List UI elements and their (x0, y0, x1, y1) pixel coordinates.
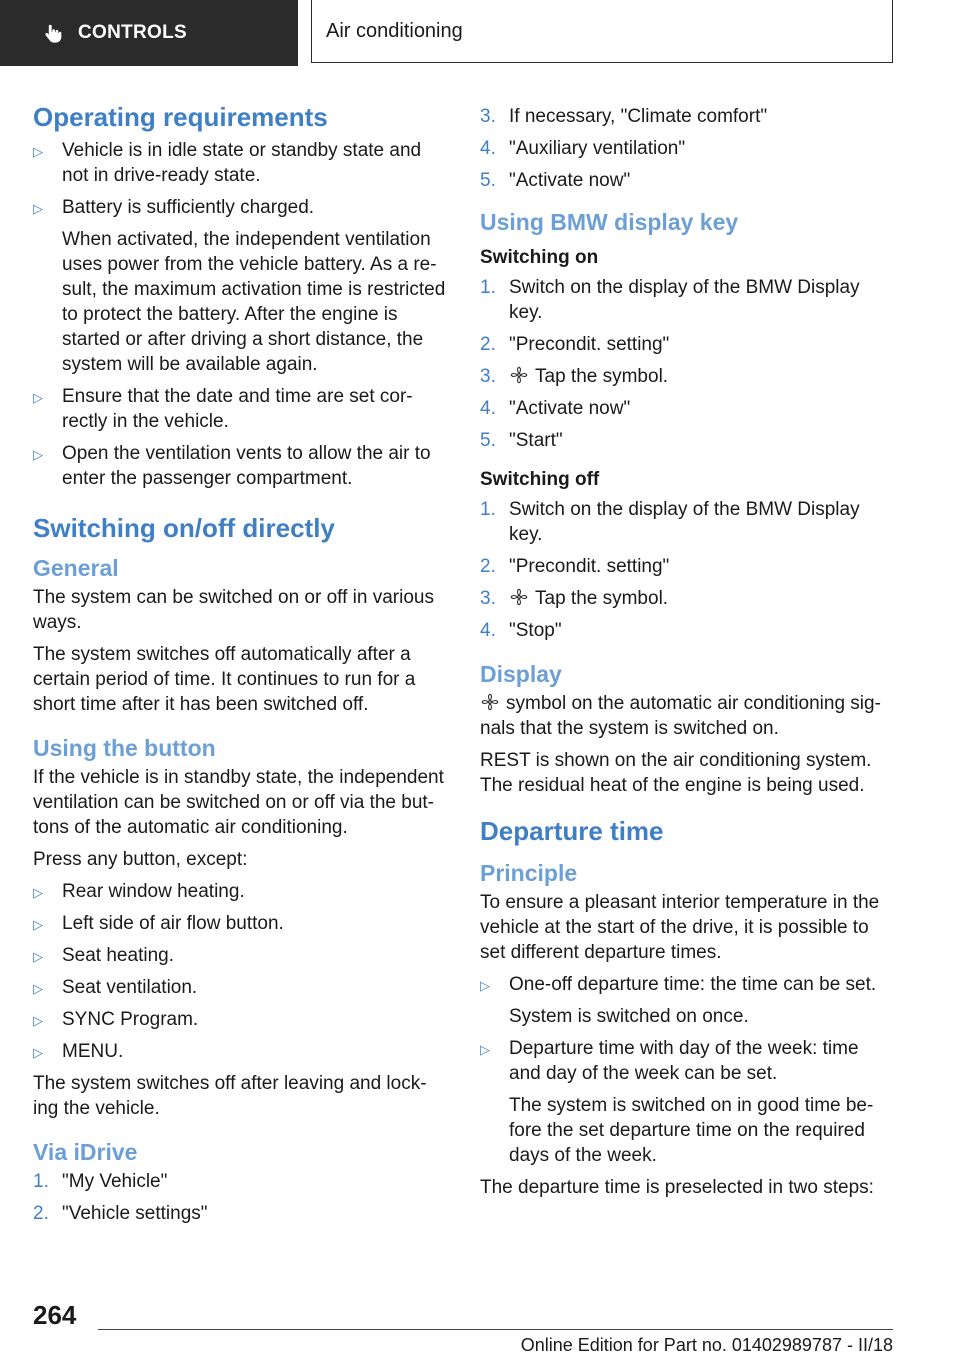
list-item: 5. "Activate now" (480, 170, 631, 191)
triangle-bullet-icon: ▷ (480, 1042, 490, 1057)
heading-using-display-key: Using BMW display key (480, 209, 739, 235)
fan-icon (509, 587, 529, 607)
heading-switching-on-off: Switching on/off directly (33, 513, 335, 543)
list-item: 5. "Start" (480, 430, 563, 451)
heading-operating-requirements: Operating requirements (33, 102, 328, 132)
step-number: 3. (480, 366, 496, 387)
idrive-steps-continued-list (480, 104, 892, 193)
step-number: 2. (480, 334, 496, 355)
list-item: 2. "Precondit. setting" (480, 556, 670, 577)
triangle-bullet-icon: ▷ (33, 201, 43, 216)
heading-principle: Principle (480, 860, 578, 886)
list-item: ▷ Rear window heating. (33, 879, 451, 904)
list-item: 1. Switch on the display of the BMW Display key. (480, 499, 860, 545)
list-item: ▷ Left side of air flow button. (33, 911, 451, 936)
fan-icon (509, 365, 529, 385)
page-number: 264 (33, 1300, 77, 1330)
list-item-detail: System is switched on once. (509, 1006, 749, 1027)
list-item-detail: When activated, the independent ventilation uses power from the vehicle battery. As a re‐ sult, the maximum activation time is restricted to protect the battery. After the engine is started or after driving a short distance, the system will be available again. (62, 229, 446, 375)
paragraph: The system can be switched on or off in various ways. (33, 587, 434, 633)
list-item: ▷ MENU. (33, 1039, 451, 1064)
list-item: 1. "My Vehicle" (33, 1171, 168, 1192)
idrive-steps-list (33, 1169, 451, 1226)
footer-divider (98, 1329, 893, 1330)
step-number: 1. (480, 499, 496, 520)
hand-pointer-icon (42, 22, 64, 44)
list-item: 4. "Auxiliary ventilation" (480, 138, 686, 159)
section-label: CONTROLS (78, 22, 188, 43)
triangle-bullet-icon: ▷ (480, 978, 490, 993)
paragraph: REST is shown on the air conditioning system. The residual heat of the engine is being used. (480, 750, 872, 796)
step-number: 3. (480, 588, 496, 609)
triangle-bullet-icon: ▷ (33, 144, 43, 159)
paragraph: To ensure a pleasant interior temperature in the vehicle at the start of the drive, it is possible to set different departure times. (480, 892, 880, 963)
list-item-detail: The system is switched on in good time be‐ fore the set departure time on the required days of the week. (509, 1095, 874, 1166)
heading-general: General (33, 555, 119, 581)
list-item: ▷ Vehicle is in idle state or standby state and not in drive-ready state. (33, 140, 422, 186)
fan-icon (480, 692, 500, 712)
list-item: ▷ Seat heating. (33, 943, 451, 968)
operating-requirements-list (33, 138, 451, 491)
triangle-bullet-icon: ▷ (33, 949, 43, 964)
list-item: ▷ Ensure that the date and time are set cor‐ rectly in the vehicle. (33, 386, 413, 432)
triangle-bullet-icon: ▷ (33, 1045, 43, 1060)
list-item: 2. "Precondit. setting" (480, 334, 670, 355)
paragraph: The system switches off after leaving and lock‐ ing the vehicle. (33, 1073, 427, 1119)
switching-on-steps-list (480, 275, 892, 453)
step-number: 3. (480, 106, 496, 127)
list-item: 4. "Activate now" (480, 398, 631, 419)
heading-switching-on: Switching on (480, 247, 599, 268)
list-item: 3. Tap the symbol. (480, 366, 669, 387)
step-number: 2. (480, 556, 496, 577)
step-number: 1. (480, 277, 496, 298)
paragraph: The system switches off automatically after a certain period of time. It continues to run for a short time after it has been switched off. (33, 644, 416, 715)
heading-switching-off: Switching off (480, 469, 600, 490)
step-number: 5. (480, 430, 496, 451)
paragraph: The departure time is preselected in two steps: (480, 1177, 874, 1198)
left-column (33, 100, 451, 1233)
step-number: 4. (480, 620, 496, 641)
triangle-bullet-icon: ▷ (33, 885, 43, 900)
heading-departure-time: Departure time (480, 816, 664, 846)
triangle-bullet-icon: ▷ (33, 981, 43, 996)
list-item: 4. "Stop" (480, 620, 562, 641)
list-item: 2. "Vehicle settings" (33, 1203, 208, 1224)
list-item: ▷ Seat ventilation. (33, 975, 451, 1000)
list-item: 3. If necessary, "Climate comfort" (480, 106, 768, 127)
list-item: ▷ One-off departure time: the time can be set. System is switched on once. (480, 972, 892, 1029)
paragraph: Press any button, except: (33, 849, 248, 870)
switching-off-steps-list (480, 497, 892, 643)
list-item: 1. Switch on the display of the BMW Display key. (480, 277, 860, 323)
heading-using-button: Using the button (33, 735, 216, 761)
list-item: ▷ SYNC Program. (33, 1007, 451, 1032)
list-item: ▷ Battery is sufficiently charged. When activated, the independent ventilation uses power from the vehicle battery. As a re‐ sult, the maximum activation time is restricted to protect the battery. After the engine is started or after driving a short distance, the system will be available again. (33, 195, 451, 377)
right-column (480, 104, 892, 1207)
step-number: 2. (33, 1203, 49, 1224)
button-exceptions-list (33, 879, 451, 1064)
step-number: 1. (33, 1171, 49, 1192)
edition-label: Online Edition for Part no. 01402989787 - II/18 (520, 1335, 893, 1355)
section-tab (0, 0, 298, 66)
list-item: 3. Tap the symbol. (480, 588, 669, 609)
triangle-bullet-icon: ▷ (33, 390, 43, 405)
step-number: 5. (480, 170, 496, 191)
step-number: 4. (480, 138, 496, 159)
list-item: ▷ Departure time with day of the week: time and day of the week can be set. The system is switched on in good time be‐ fore the set departure time on the required days of the week. (480, 1036, 892, 1168)
triangle-bullet-icon: ▷ (33, 447, 43, 462)
list-item: ▷ Open the ventilation vents to allow the air to enter the passenger compartment. (33, 443, 431, 489)
chapter-title: Air conditioning (326, 19, 463, 42)
paragraph: If the vehicle is in standby state, the independent ventilation can be switched on or off via the but‐ tons of the automatic air conditioning. (33, 767, 444, 838)
departure-options-list (480, 972, 892, 1168)
chapter-title-box (311, 0, 893, 63)
step-number: 4. (480, 398, 496, 419)
triangle-bullet-icon: ▷ (33, 917, 43, 932)
heading-via-idrive: Via iDrive (33, 1139, 138, 1165)
paragraph: symbol on the automatic air conditioning sig‐ nals that the system is switched on. (480, 693, 881, 739)
triangle-bullet-icon: ▷ (33, 1013, 43, 1028)
heading-display: Display (480, 661, 562, 687)
